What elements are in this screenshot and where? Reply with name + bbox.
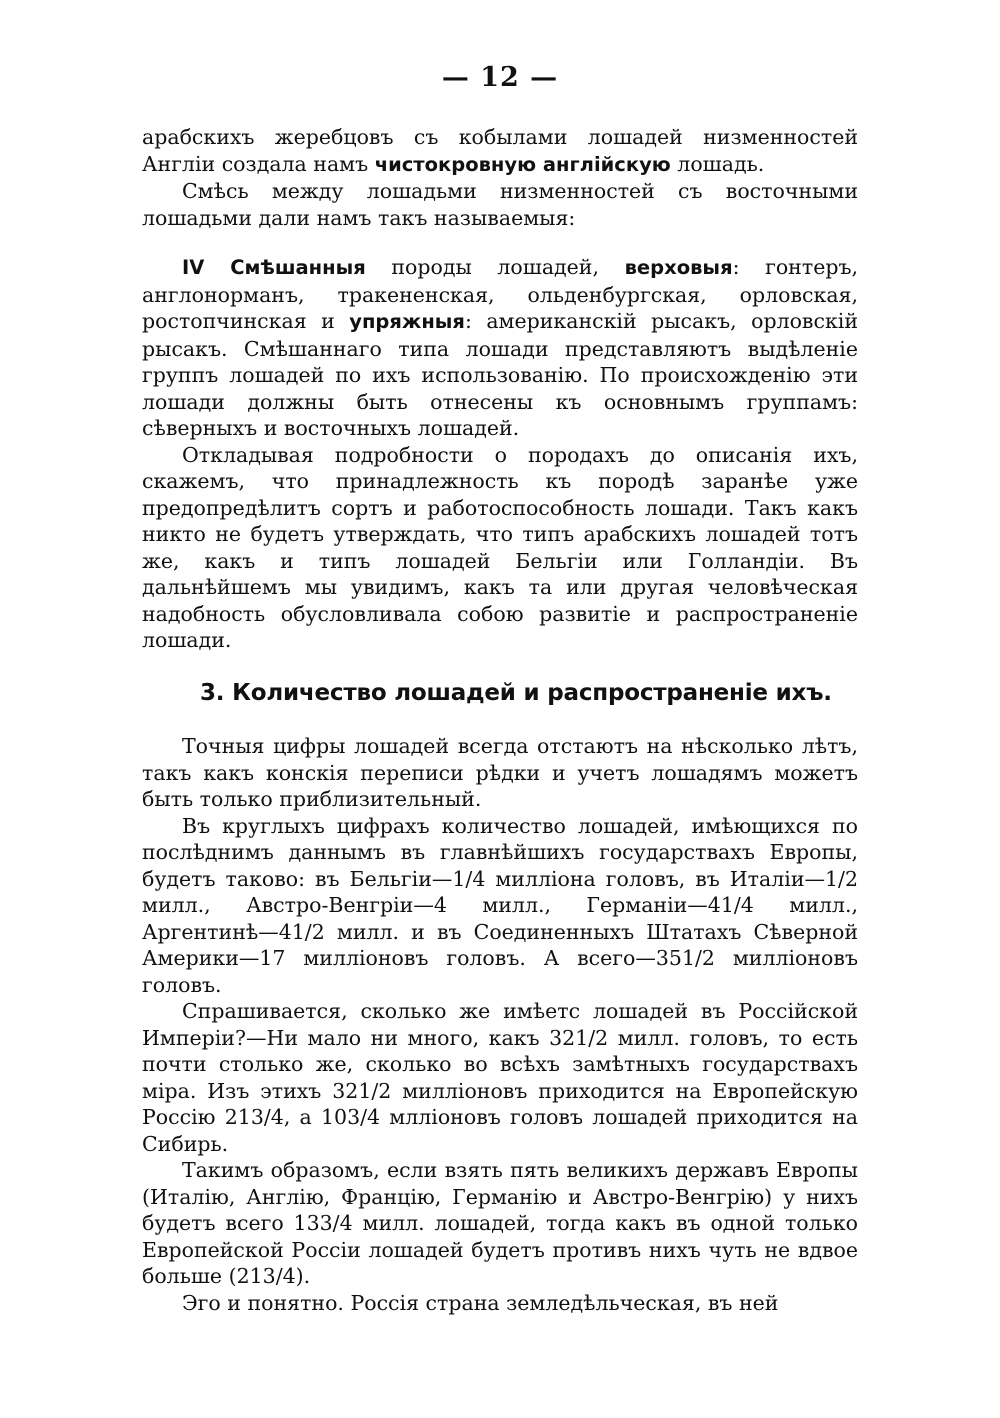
fraction: 3/4 xyxy=(319,1211,353,1235)
bold-term: верховыя xyxy=(624,256,733,279)
text-run: милліона головъ, въ Италіи— xyxy=(485,866,825,891)
fraction: 1/2 xyxy=(291,919,325,944)
text-run: милл. лошадей, тогда какъ въ одной только Европейской Россіи лошадей будетъ противъ нихъ чуть не вдвое больше (21 xyxy=(142,1211,858,1288)
paragraph-great-powers xyxy=(142,1157,858,1290)
text-run: породы лошадей, xyxy=(365,255,625,279)
text-block-mixed-breeds xyxy=(142,254,858,654)
text-run: ). xyxy=(295,1264,311,1288)
paragraph-russia xyxy=(142,998,858,1157)
text-run: арабскихъ жеребцовъ съ кобылами лошадей низменностей Англіи создала намъ xyxy=(142,125,858,176)
fraction: 1/2 xyxy=(681,946,715,970)
paragraph: Смѣсь между лошадьми низменностей съ восточными лошадьми дали намъ такъ называемыя: xyxy=(142,179,858,230)
text-block-top xyxy=(142,124,858,231)
text-run: Спрашивается, сколько же имѣетс лошадей въ Россійской Имперіи?—Ни мало ни много, какъ 32 xyxy=(142,999,858,1050)
text-run: милліоновъ приходится на Европейскую Россію 21 xyxy=(142,1078,858,1129)
section-heading: 3. Количество лошадей и распространеніе ихъ. xyxy=(200,680,832,706)
text-run: милл., Австро-Венгріи—4 милл., Германіи—4 xyxy=(142,893,721,917)
paragraph-continuation xyxy=(142,124,858,178)
fraction: 1/2 xyxy=(825,866,858,891)
text-run: милліоновъ головъ. xyxy=(142,946,858,997)
page-number: — 12 — xyxy=(441,62,559,93)
fraction: 3/4 xyxy=(250,1105,284,1129)
text-run: милл. и въ Соединенныхъ Штатахъ Сѣверной Америки—17 милліоновъ головъ. А всего—35 xyxy=(142,919,858,970)
text-run: : гонтеръ, англонорманъ, тракененская, ольденбургская, орловская, ростопчинская и xyxy=(142,255,859,333)
fraction: 1/4 xyxy=(720,893,754,917)
fraction: 1/2 xyxy=(358,1078,392,1103)
text-run: , а 10 xyxy=(283,1105,348,1129)
bold-term: IV Смѣшанныя xyxy=(182,256,366,279)
text-run: Такимъ образомъ, если взять пять великихъ державъ Европы (Италію, Англію, Францію, Германію и Австро-Венгрію) у нихъ будетъ всего 13 xyxy=(142,1158,858,1235)
text-run: лошадь. xyxy=(670,151,765,176)
bold-term: упряжныя xyxy=(349,310,465,333)
fraction: 3/4 xyxy=(347,1105,381,1129)
text-run: Въ круглыхъ цифрахъ количество лошадей, имѣющихся по послѣднимъ даннымъ въ главнѣйшихъ государствахъ Европы, будетъ таково: въ Бельгіи— xyxy=(142,813,858,891)
text-block-horse-count xyxy=(142,733,858,1316)
paragraph-statistics xyxy=(142,813,858,999)
text-run: милл., Аргентинѣ—4 xyxy=(142,893,858,944)
paragraph-mixed-breeds xyxy=(142,254,858,442)
text-run: милл. головъ, то есть почти столько же, сколько во всѣхъ замѣтныхъ государствахъ міра. Изъ этихъ 32 xyxy=(142,1025,858,1103)
fraction: 3/4 xyxy=(262,1264,296,1288)
bold-term: чистокровную англійскую xyxy=(374,152,671,176)
text-run: млліоновъ головъ лошадей приходится на Сибирь. xyxy=(142,1105,859,1156)
paragraph: Точныя цифры лошадей всегда отстаютъ на нѣсколько лѣтъ, такъ какъ конскія переписи рѣдки и учетъ лошадямъ можетъ быть только приблизительный. xyxy=(142,734,858,811)
paragraph: Откладывая подробности о породахъ до описанія ихъ, скажемъ, что принадлежность къ породѣ заранѣе уже предопредѣлитъ сортъ и работоспособность лошади. Такъ какъ никто не будетъ утверждать, что типъ арабскихъ лошадей тотъ же, какъ и типъ лошадей Бельгіи или Голландіи. Въ дальнѣйшемъ мы увидимъ, какъ та или другая человѣческая надобность обусловливала собою развитіе и распространеніе лошади. xyxy=(142,442,858,652)
fraction: 1/4 xyxy=(452,866,486,891)
text-run: : американскій рысакъ, орловскій рысакъ. Смѣшаннаго типа лошади представляютъ выдѣленіе группъ лошадей по ихъ использованію. По происхожденію эти лошади должны быть отнесены къ основнымъ группамъ: сѣверныхъ и восточныхъ лошадей. xyxy=(142,309,858,440)
paragraph: Эго и понятно. Россія страна земледѣльческая, въ ней xyxy=(182,1290,779,1315)
fraction: 1/2 xyxy=(575,1025,609,1050)
